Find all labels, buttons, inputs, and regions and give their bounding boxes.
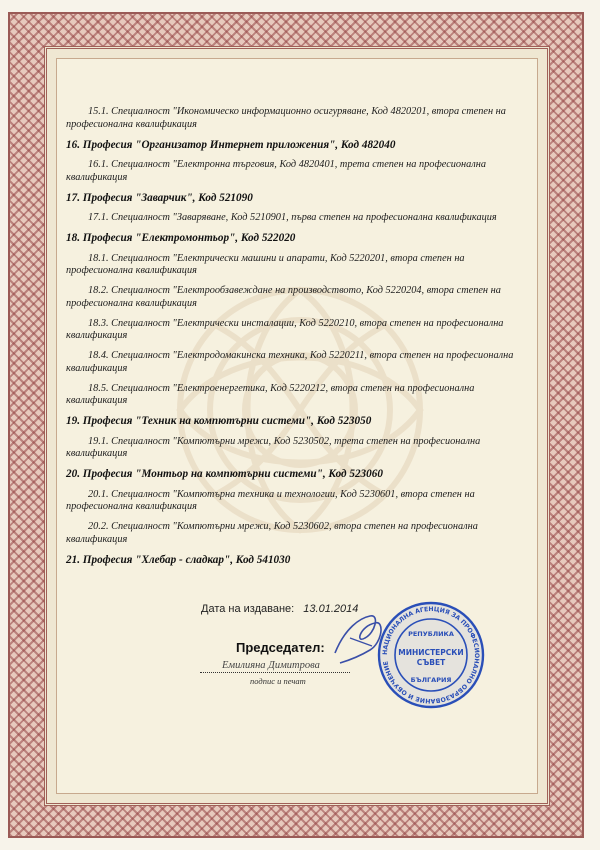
- official-seal-icon: [376, 600, 486, 710]
- specialty-item: 18.4. Специалност "Електродомакинска техника, Код 5220211, втора степен на професионална квалификация: [66, 350, 514, 374]
- profession-list: [66, 106, 514, 574]
- profession-heading: 21. Професия "Хлебар - сладкар", Код 541030: [66, 553, 291, 566]
- specialty-item: 18.3. Специалност "Електрически инсталации, Код 5220210, втора степен на професионална квалификация: [66, 317, 504, 341]
- profession-heading: 18. Професия "Електромонтьор", Код 522020: [66, 232, 296, 244]
- chairman-title: Председател:: [236, 640, 325, 655]
- seal-line-4: БЪЛГАРИЯ: [410, 676, 452, 684]
- specialty-item: 18.2. Специалност "Електрообзавеждане на производството, Код 5220204, втора степен на професионална квалификация: [66, 285, 501, 309]
- specialty-item: 19.1. Специалност "Компютърни мрежи, Код 5230502, трета степен на професионална квалификация: [66, 435, 481, 459]
- specialty-item: 16.1. Специалност "Електронна търговия, Код 4820401, трета степен на професионална квалификация: [66, 159, 487, 183]
- issue-date-label: Дата на издаване:: [201, 603, 295, 615]
- specialty-item: 20.1. Специалност "Компютърна техника и технологии, Код 5230601, втора степен на професионална квалификация: [66, 488, 475, 512]
- signature-note: подпис и печат: [250, 676, 306, 686]
- seal-outer-text: НАЦИОНАЛНА АГЕНЦИЯ ЗА ПРОФЕСИОНАЛНО ОБРАЗОВАНИЕ И ОБУЧЕНИЕ: [381, 605, 481, 705]
- profession-heading: 16. Професия "Организатор Интернет приложения", Код 482040: [66, 138, 396, 151]
- signature-line: [200, 672, 350, 673]
- profession-heading: 20. Професия "Монтьор на компютърни системи", Код 523060: [66, 468, 383, 480]
- specialty-item: 18.5. Специалност "Електроенергетика, Код 5220212, втора степен на професионална квалификация: [66, 382, 475, 406]
- seal-line-2: МИНИСТЕРСКИ: [398, 648, 464, 657]
- specialty-item: 17.1. Специалност "Заваряване, Код 5210901, първа степен на професионална квалификация: [88, 212, 497, 223]
- specialty-item: 18.1. Специалност "Електрически машини и апарати, Код 5220201, втора степен на професионална квалификация: [66, 252, 465, 276]
- specialty-item: 20.2. Специалност "Компютърни мрежи, Код 5230602, втора степен на професионална квалификация: [66, 521, 478, 545]
- profession-heading: 19. Професия "Техник на компютърни системи", Код 523050: [66, 415, 372, 427]
- issue-date-value: 13.01.2014: [303, 603, 359, 615]
- chairman-name: Емилияна Димитрова: [222, 660, 320, 671]
- seal-line-3: СЪВЕТ: [416, 658, 446, 667]
- seal-line-1: РЕПУБЛИКА: [408, 630, 454, 638]
- profession-heading: 17. Професия "Заварчик", Код 521090: [66, 191, 253, 204]
- specialty-item: 15.1. Специалност "Икономическо информационно осигуряване, Код 4820201, втора степен на професионална квалификация: [66, 106, 506, 130]
